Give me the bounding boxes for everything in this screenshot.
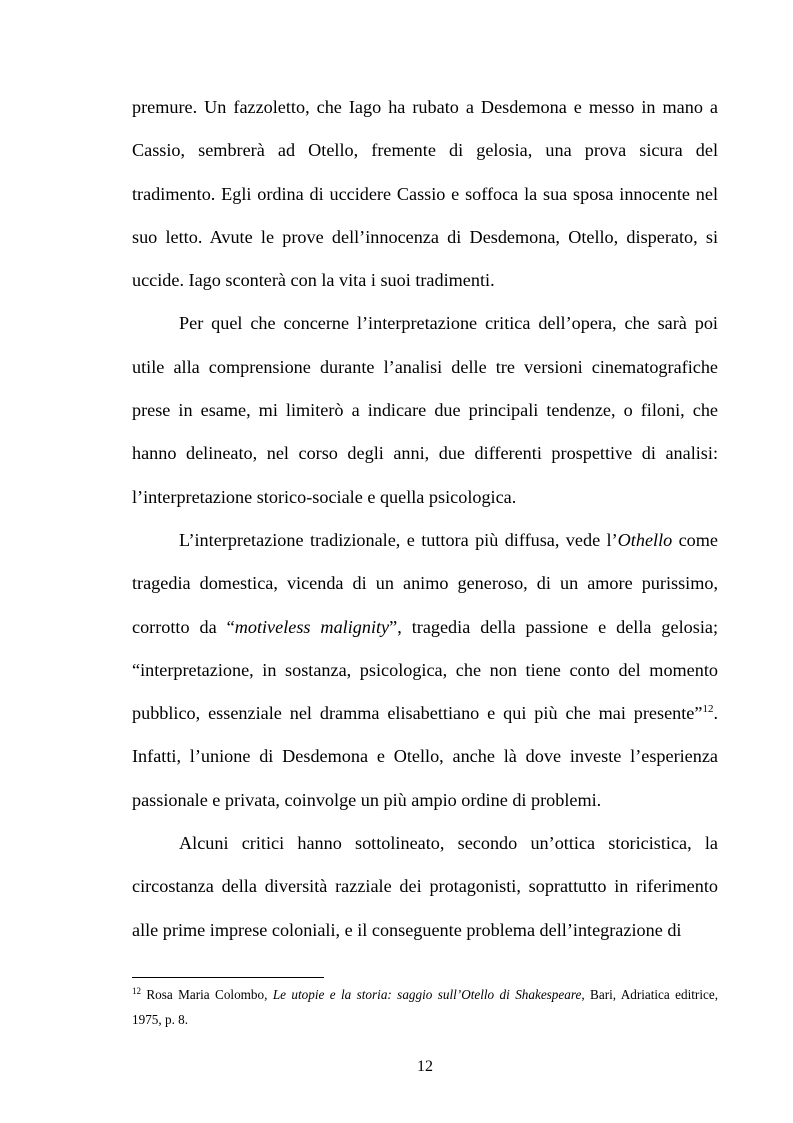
page-number: 12 [417, 1058, 433, 1075]
footnote-divider [132, 977, 324, 978]
paragraph-3-text-1: L’interpretazione tradizionale, e tuttora più diffusa, vede l’ [179, 529, 618, 550]
paragraph-4: Alcuni critici hanno sottolineato, secondo un’ottica storicistica, la circostanza della diversità razziale dei protagonisti, soprattutto in riferimento alle prime imprese coloniali, e il conseguente problema dell’integrazione di [132, 833, 718, 940]
footnote-book-title: Le utopie e la storia: saggio sull’Otello di Shakespeare [272, 987, 582, 1002]
footnote-reference[interactable]: 12 [702, 703, 714, 716]
footnote-author: Rosa Maria Colombo, [141, 987, 273, 1002]
paragraph-2: Per quel che concerne l’interpretazione critica dell’opera, che sarà poi utile alla comprensione durante l’analisi delle tre versioni cinematografiche prese in esame, mi limiterò a indicare due principali tendenze, o filoni, che hanno delineato, nel corso degli anni, due differenti prospettive di analisi: l’interpretazione storico-sociale e quella psicologica. [132, 313, 718, 507]
paragraph-3 [132, 519, 718, 822]
paragraph-3-text-4: . Infatti, l’unione di Desdemona e Otello, anche là dove investe l’esperienza passionale e privata, coinvolge un più ampio ordine di problemi. [132, 703, 718, 810]
paragraph-3-text-3: ”, tragedia della passione e della gelosia; “interpretazione, in sostanza, psicologica, che non tiene conto del momento pubblico, essenziale nel dramma elisabettiano e qui più che mai presente” [132, 616, 719, 724]
footnote-number: 12 [132, 986, 141, 996]
paragraph-1: premure. Un fazzoletto, che Iago ha rubato a Desdemona e messo in mano a Cassio, sembrerà ad Otello, fremente di gelosia, una prova sicura del tradimento. Egli ordina di uccidere Cassio e soffoca la sua sposa innocente nel suo letto. Avute le prove dell’innocenza di Desdemona, Otello, disperato, si uccide. Iago sconterà con la vita i suoi tradimenti. [132, 97, 718, 291]
othello-title-italic: Othello [617, 529, 673, 550]
paragraph-3-text-2: come tragedia domestica, vicenda di un animo generoso, di un amore purissimo, corrotto da “ [132, 529, 718, 637]
body-text [132, 86, 718, 952]
motiveless-malignity-italic: motiveless malignity [234, 616, 390, 637]
footnote [132, 982, 718, 1032]
footnote-publication: , Bari, Adriatica editrice, 1975, p. 8. [132, 987, 718, 1027]
